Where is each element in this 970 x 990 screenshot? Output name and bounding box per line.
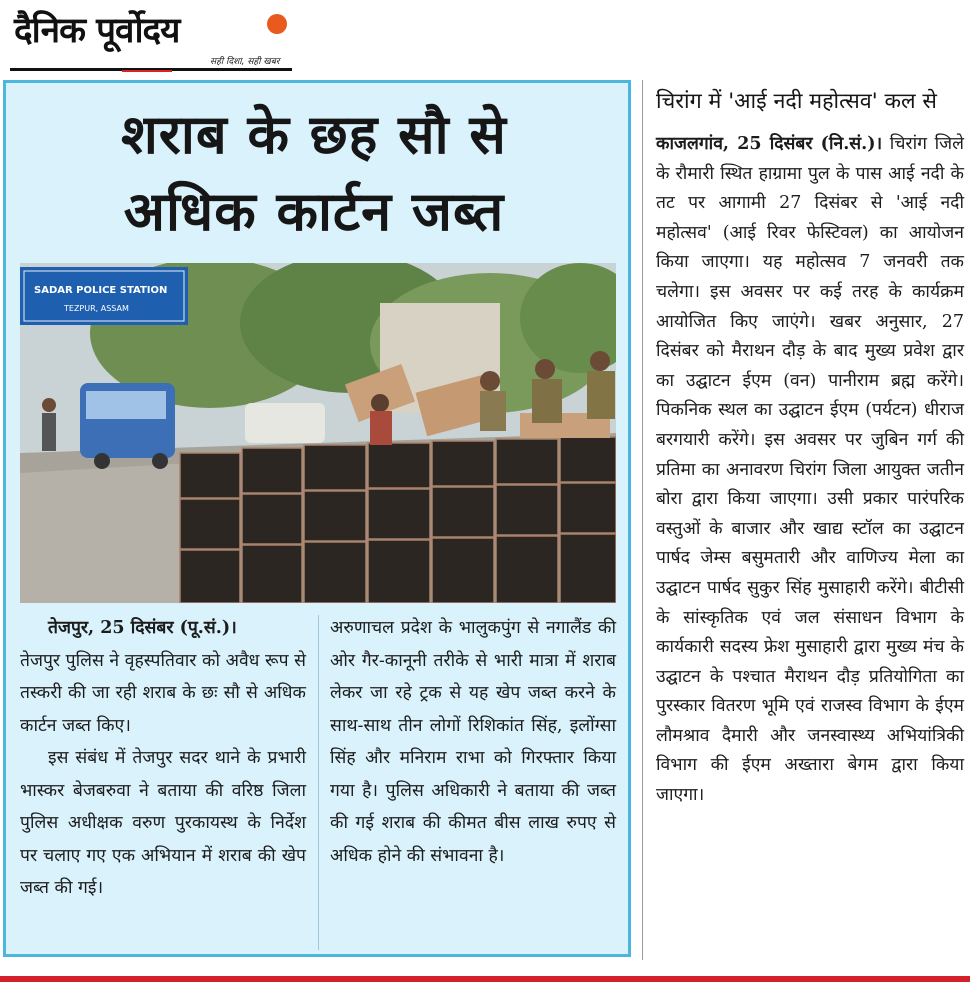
newspaper-tagline: सही दिशा, सही खबर [210,57,280,67]
paragraph: इस संबंध में तेजपुर सदर थाने के प्रभारी भास्कर बेजबरुवा ने बताया की वरिष्ठ जिला पुलिस अधीक्षक वरुण पुरकायस्थ के निर्देश पर चलाए गए एक अभियान में शराब की खेप जब्त की गई। [20,748,306,898]
paragraph: अरुणाचल प्रदेश के भालुकपुंग से नगालैंड की ओर गैर-कानूनी तरीके से भारी मात्रा में शराब लेकर जा रहे ट्रक से यह खेप जब्त करने के साथ-साथ तीन लोगों रिशिकांत सिंह, इलोंग्सा सिंह और मनिराम राभा को गिरफ्तार किया गया है। पुलिस अधिकारी ने बताया की जब्त की गई शराब की कीमत बीस लाख रुपए से अधिक होने की संभावना है। [330,618,616,866]
photo-illustration [20,263,616,603]
paragraph-text: चिरांग जिले के रौमारी स्थित हाग्रामा पुल के पास आई नदी के तट पर आगामी 27 दिसंबर से 'आई नदी महोत्सव' (आई रिवर फेस्टिवल) का आयोजन किया जाएगा। यह महोत्सव 7 जनवरी तक चलेगा। इस अवसर पर कई तरह के कार्यक्रम आयोजित किए जाएंगे। खबर अनुसार, 27 दिसंबर को मैराथन दौड़ के बाद मुख्य प्रवेश द्वार का उद्घाटन ईएम (वन) पानीराम ब्रह्म करेंगे। पिकनिक स्थल का उद्घाटन ईएम (पर्यटन) धीराज बरगयारी करेंगे। इस अवसर पर जुबिन गर्ग की प्रतिमा का अनावरण चिरांग जिला आयुक्त जतीन बोरा द्वारा किया जाएगा। उसी प्रकार पारंपरिक वस्तुओं के बाजार और खाद्य स्टॉल का उद्घाटन पार्षद जेम्स बसुमतारी और वाणिज्य मेला का उद्घाटन पार्षद सुकुर सिंह मुसाहारी करेंगे। बीटीसी के सांस्कृतिक एवं जल संसाधन विभाग के कार्यकारी सदस्य फ्रेश मुसाहारी द्वारा मुख्य मंच के उद्घाटन के पश्चात मैराथन दौड़ प्रतियोगिता का पुरस्कार वितरण भूमि एवं राजस्व विभाग के ईएम लौमश्राव दैमारी और जनस्वास्थ्य अभियांत्रिकी विभाग की ईएम अख्तारा बेगम द्वारा किया जाएगा। [656,134,964,806]
dateline: तेजपुर, 25 दिसंबर (पू.सं.)। [48,618,237,638]
headline-line-1: शराब के छह सौ से [121,103,507,166]
footer-bar [0,976,970,982]
right-column-divider [642,80,643,960]
paragraph [20,612,306,742]
paragraph [656,130,964,811]
side-story-body [656,130,964,811]
paragraph-text: तेजपुर पुलिस ने वृहस्पतिवार को अवैध रूप से तस्करी की जा रही शराब के छः सौ से अधिक कार्टन जब्त किए। [20,650,306,736]
sign-text-2: TEZPUR, ASSAM [64,304,129,313]
headline-line-2: अधिक कार्टन जब्त [123,180,505,243]
side-story-title: चिरांग में 'आई नदी महोत्सव' कल से [656,89,937,114]
logo-dot-icon [267,14,287,34]
masthead [10,6,292,72]
main-story-column-2 [330,612,616,872]
column-divider [318,615,319,950]
news-photo [20,263,616,603]
main-story-column-1 [20,612,306,905]
side-dateline: काजलगांव, 25 दिसंबर (नि.सं.)। [656,134,883,154]
sign-text: SADAR POLICE STATION [34,285,168,296]
newspaper-logo: दैनिक पूर्वोदय [14,11,180,51]
masthead-accent [122,70,172,72]
